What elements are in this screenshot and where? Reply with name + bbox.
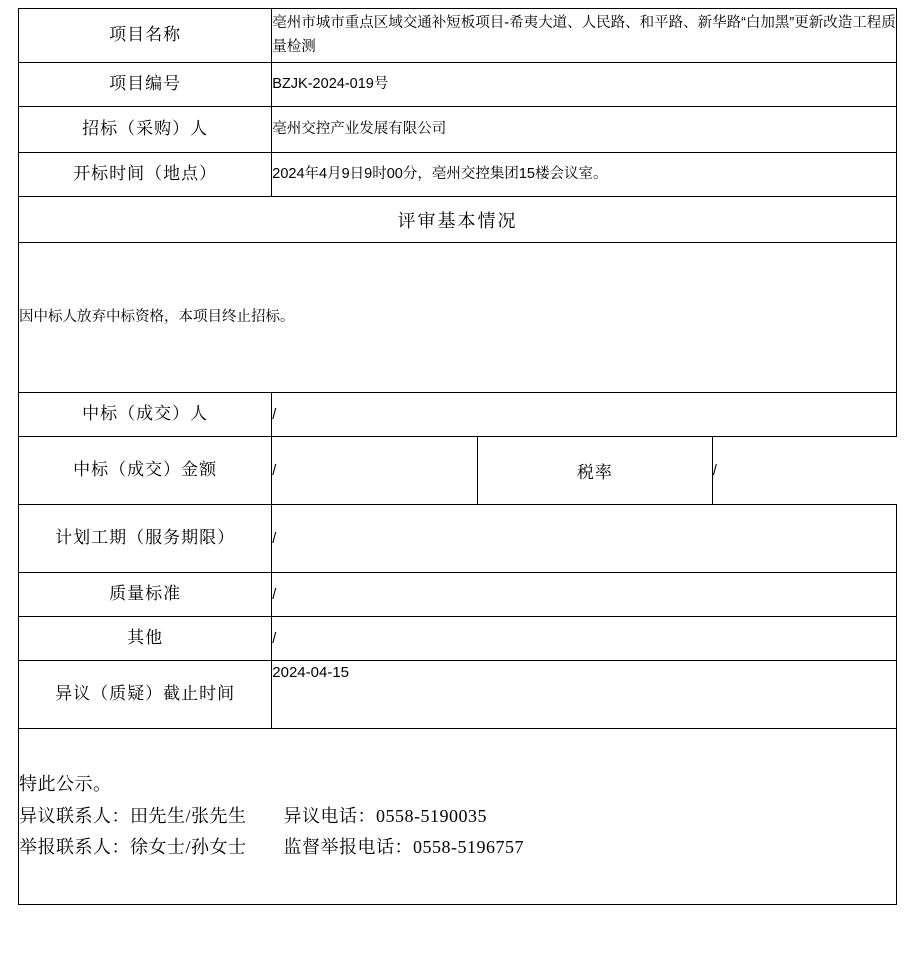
quality-standard-label: 质量标准	[19, 573, 272, 617]
amount-value: /	[272, 437, 477, 504]
table-row	[19, 243, 897, 393]
other-label: 其他	[19, 617, 272, 661]
project-name-value: 亳州市城市重点区域交通补短板项目-希夷大道、人民路、和平路、新华路“白加黑”更新改造工程质量检测	[272, 9, 897, 63]
amount-label: 中标（成交）金额	[19, 437, 272, 505]
bid-result-table	[18, 8, 897, 905]
table-row	[19, 197, 897, 243]
table-row	[19, 661, 897, 729]
footer-line-2: 异议联系人：田先生/张先生 异议电话：0558-5190035	[19, 805, 487, 826]
project-name-label: 项目名称	[19, 9, 272, 63]
table-row	[19, 393, 897, 437]
table-row	[19, 9, 897, 63]
table-row	[19, 729, 897, 905]
table-row	[19, 437, 897, 505]
footer-notice	[19, 729, 897, 905]
table-row	[19, 107, 897, 153]
quality-standard-value: /	[272, 573, 897, 617]
bid-opening-label: 开标时间（地点）	[19, 153, 272, 197]
duration-value: /	[272, 505, 897, 573]
duration-label: 计划工期（服务期限）	[19, 505, 272, 573]
review-note: 因中标人放弃中标资格，本项目终止招标。	[19, 243, 897, 393]
table-row	[19, 153, 897, 197]
project-number-label: 项目编号	[19, 63, 272, 107]
table-row	[19, 505, 897, 573]
section-title: 评审基本情况	[19, 197, 897, 243]
footer-line-3: 举报联系人：徐女士/孙女士 监督举报电话：0558-5196757	[19, 837, 524, 858]
tenderer-value: 亳州交控产业发展有限公司	[272, 107, 897, 153]
table-row	[19, 617, 897, 661]
other-value: /	[272, 617, 897, 661]
table-row	[19, 63, 897, 107]
tax-rate-label: 税率	[477, 437, 712, 504]
tenderer-label: 招标（采购）人	[19, 107, 272, 153]
objection-deadline-value: 2024-04-15	[272, 661, 897, 729]
table-row	[19, 573, 897, 617]
winner-label: 中标（成交）人	[19, 393, 272, 437]
footer-line-1: 特此公示。	[19, 774, 112, 795]
objection-deadline-label: 异议（质疑）截止时间	[19, 661, 272, 729]
winner-value: /	[272, 393, 897, 437]
tax-rate-value: /	[712, 462, 717, 479]
bid-opening-value: 2024年4月9日9时00分，亳州交控集团15楼会议室。	[272, 153, 897, 197]
project-number-value: BZJK-2024-019号	[272, 63, 897, 107]
